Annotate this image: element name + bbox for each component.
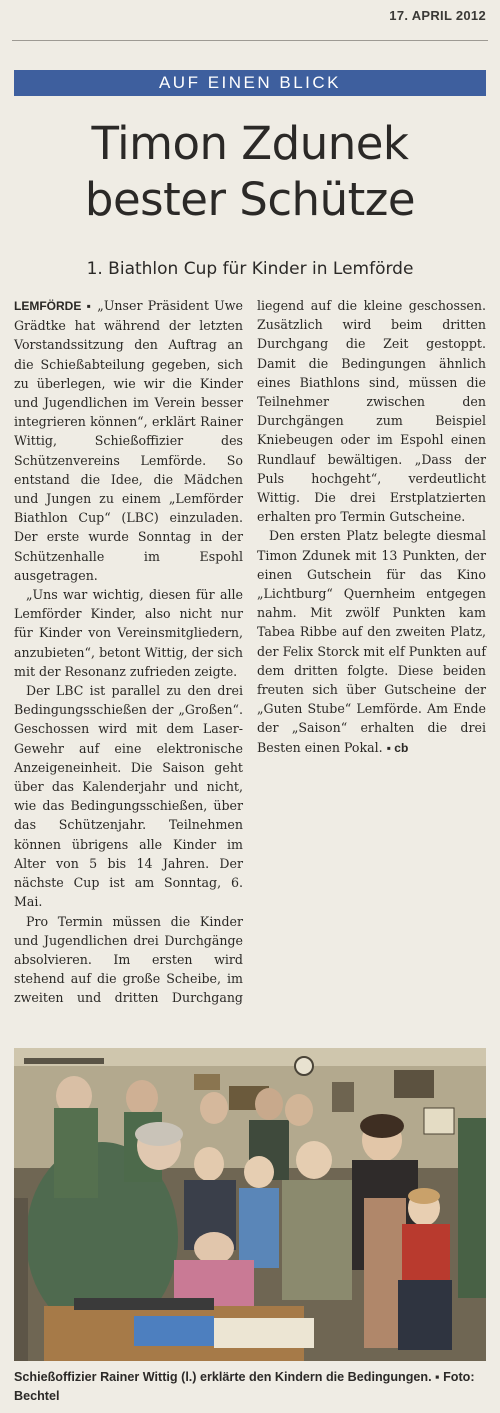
article-paragraph: Pro Termin müssen die Kinder und Jugendlichen drei Durchgänge absolvieren. Im ersten wird stehend auf die große Scheibe, im zweiten und dritten Durchgang liegend auf die kleine geschossen. Zusätzlich wird beim dritten Durchgang die Zeit gestoppt. Damit die Bedingungen ähnlich eines Biathlons sind, müssen die Teilnehmer zwischen den Durchgängen zum Beispiel Kniebeugen oder im Espohl einen Rundlauf bewältigen. „Dass der Puls hochgeht“, verdeutlicht Wittig. Die drei Erstplatzierten erhalten pro Termin Gutscheine. <box>14 298 486 1006</box>
photo-caption: Schießoffizier Rainer Wittig (l.) erklärte den Kindern die Bedingungen. ▪ Foto: Bechtel <box>14 1370 475 1403</box>
dateline: LEMFÖRDE <box>14 299 82 313</box>
article-paragraph: „Uns war wichtig, diesen für alle Lemförder Kinder, also nicht nur für Kinder von Vereinsmitgliedern, anzubieten“, betont Wittig, der sich mit der Resonanz zufrieden zeigte. <box>14 587 243 679</box>
issue-date: 17. APRIL 2012 <box>389 8 486 23</box>
article-photo <box>14 1048 486 1361</box>
subheadline: 1. Biathlon Cup für Kinder in Lemförde <box>86 259 414 279</box>
article-paragraph: Der LBC ist parallel zu den drei Bedingungsschießen der „Großen“. Geschossen wird mit dem Laser-Gewehr auf eine elektronische Anzeigeneinheit. Die Saison geht über das Kalenderjahr und nicht, wie das Bedingungsschießen, über das Schützenjahr. Teilnehmen können übrigens alle Kinder im Alter von 5 bis 14 Jahren. Der nächste Cup ist am Sonntag, 6. Mai. <box>14 683 243 910</box>
headline <box>14 116 486 228</box>
headline-line-2: bester Schütze <box>84 173 416 226</box>
header-rule <box>12 40 488 41</box>
paragraph-text: Den ersten Platz belegte diesmal Timon Zdunek mit 13 Punkten, der einen Gutschein für das Kino „Lichtburg“ Quernheim entgegen nahm. Mit zwölf Punkten kam Tabea Ribbe auf den zweiten Platz, der Felix Storck mit elf Punkten auf dem dritten folgte. Diese beiden freuten sich über Gutscheine der „Guten Stube“ Lemförde. Am Ende der „Saison“ erhalten die drei Besten einen Pokal. <box>257 528 486 755</box>
article-paragraph <box>257 526 486 757</box>
headline-line-1: Timon Zdunek <box>91 117 409 170</box>
photo-illustration <box>14 1048 486 1361</box>
section-banner: AUF EINEN BLICK <box>14 70 486 96</box>
author-signature: ▪ cb <box>386 740 409 755</box>
article-paragraph <box>14 296 243 585</box>
dateline-separator: ▪ <box>86 299 93 313</box>
article-body <box>14 296 486 1016</box>
paragraph-text: „Unser Präsident Uwe Grädtke hat während der letzten Vorstandssitzung den Auftrag an die Schießabteilung gegeben, sich zu überlegen, wie wir die Kinder und Jugendlichen im Verein besser integrieren können“, erklärt Rainer Wittig, Schießoffizier des Schützenvereins Lemförde. So entstand die Idee, die Mädchen und Jungen zu einem „Lemförder Biathlon Cup“ (LBC) einzuladen. Der erste wurde Sonntag in der Schützenhalle im Espohl ausgetragen. <box>14 298 243 583</box>
